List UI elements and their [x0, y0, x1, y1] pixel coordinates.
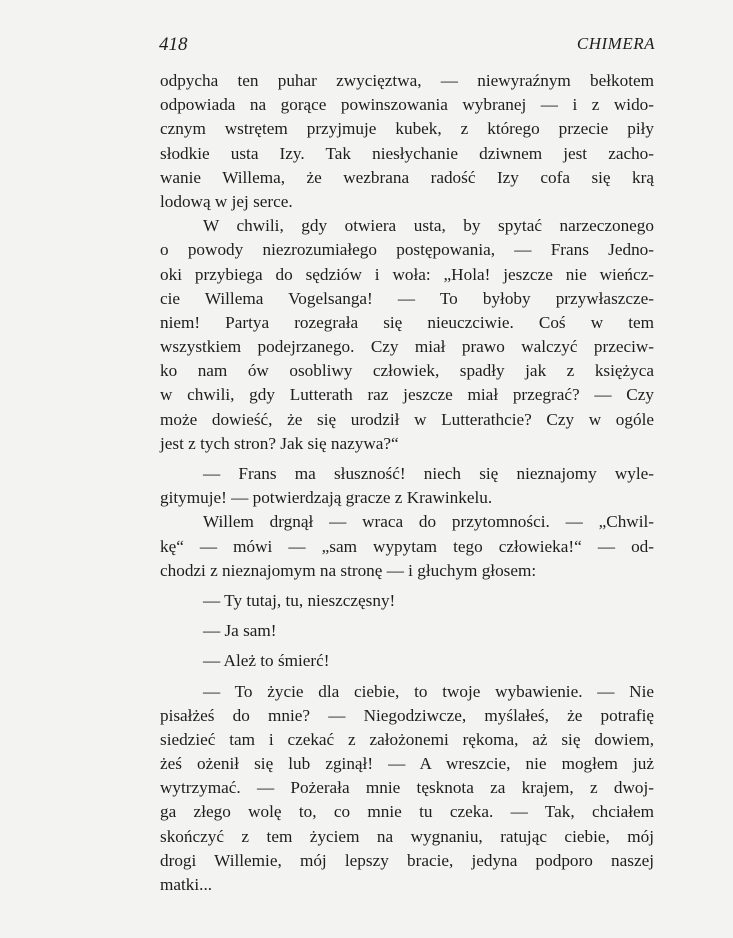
- text-line: odpowiada na gorące powinszowania wybranej — i z wido-: [160, 95, 654, 115]
- text-line: gitymuje! — potwierdzają gracze z Krawinkelu.: [160, 488, 493, 508]
- text-line: pisałżeś do mnie? — Niegodziwcze, myślałeś, że potrafię: [160, 705, 654, 725]
- text-line: odpycha ten puhar zwycięztwa, — niewyraźnym bełkotem: [160, 71, 654, 90]
- text-line: żeś ożenił się lub zginął! — A wreszcie, nie mogłem już: [160, 754, 654, 774]
- text-line: — Ależ to śmierć!: [203, 651, 330, 671]
- text-line: drogi Willemie, mój lepszy bracie, jedyna podporo naszej: [160, 850, 654, 870]
- text-line: wytrzymać. — Pożerała mnie tęsknota za krajem, z dwoj-: [160, 778, 654, 798]
- text-line: Willem drgnął — wraca do przytomności. — „Chwil-: [203, 512, 654, 532]
- text-line: — To życie dla ciebie, to twoje wybawienie. — Nie: [203, 681, 654, 701]
- text-line: chodzi z nieznajomym na stronę — i głuchym głosem:: [160, 560, 537, 580]
- text-line: — Frans ma słuszność! niech się nieznajomy wyle-: [203, 464, 654, 483]
- text-line: cie Willema Vogelsanga! — To byłoby przywłaszcze-: [160, 288, 654, 308]
- text-line: ko nam ów osobliwy człowiek, spadły jak z księżyca: [160, 361, 654, 381]
- text-line: kę“ — mówi — „sam wypytam tego człowieka!“ — od-: [160, 536, 654, 556]
- paragraph: [160, 510, 654, 583]
- text-line: matki...: [160, 875, 213, 894]
- page-header: [159, 34, 655, 58]
- page-number: 418: [159, 34, 188, 55]
- text-line: W chwili, gdy otwiera usta, by spytać narzeczonego: [203, 216, 654, 236]
- text-line: niem! Partya rozegrała się nieuczciwie. Coś w tem: [160, 312, 654, 332]
- text-line: oki przybiega do sędziów i woła: „Hola! jeszcze nie wieńcz-: [160, 264, 654, 284]
- paragraph: [160, 462, 654, 510]
- text-line: o powody niezrozumiałego postępowania, — Frans Jedno-: [160, 240, 654, 260]
- dialog-line: [160, 649, 654, 673]
- text-line: — Ja sam!: [203, 621, 277, 641]
- text-line: jest z tych stron? Jak się nazywa?“: [160, 433, 399, 453]
- text-line: wanie Willema, że wezbrana radość Izy cofa się krą: [160, 167, 654, 187]
- dialog-line: [160, 589, 654, 613]
- text-line: — Ty tutaj, tu, nieszczęsny!: [203, 590, 396, 610]
- dialog-line: [160, 619, 654, 643]
- text-line: lodową w jej serce.: [160, 191, 293, 211]
- text-line: wszystkiem podejrzanego. Czy miał prawo walczyć przeciw-: [160, 337, 654, 357]
- text-line: słodkie usta Izy. Tak niesłychanie dziwnem jest zacho-: [160, 143, 654, 163]
- text-line: w chwili, gdy Lutterath raz jeszcze miał przegrać? — Czy: [160, 385, 654, 405]
- body-text: [160, 69, 654, 897]
- text-line: może dowieść, że się urodził w Lutterathcie? Czy w ogóle: [160, 409, 654, 429]
- paragraph: [160, 69, 654, 214]
- paragraph: [160, 680, 654, 898]
- text-line: ga złego wolę to, co mnie tu czeka. — Tak, chciałem: [160, 802, 654, 822]
- text-line: cznym wstrętem przyjmuje kubek, z którego przecie piły: [160, 119, 654, 139]
- running-title: CHIMERA: [576, 34, 655, 53]
- paragraph: [160, 214, 654, 456]
- text-line: skończyć z tem życiem na wygnaniu, ratując ciebie, mój: [160, 826, 654, 846]
- text-line: siedzieć tam i czekać z założonemi rękoma, aż się dowiem,: [160, 729, 654, 749]
